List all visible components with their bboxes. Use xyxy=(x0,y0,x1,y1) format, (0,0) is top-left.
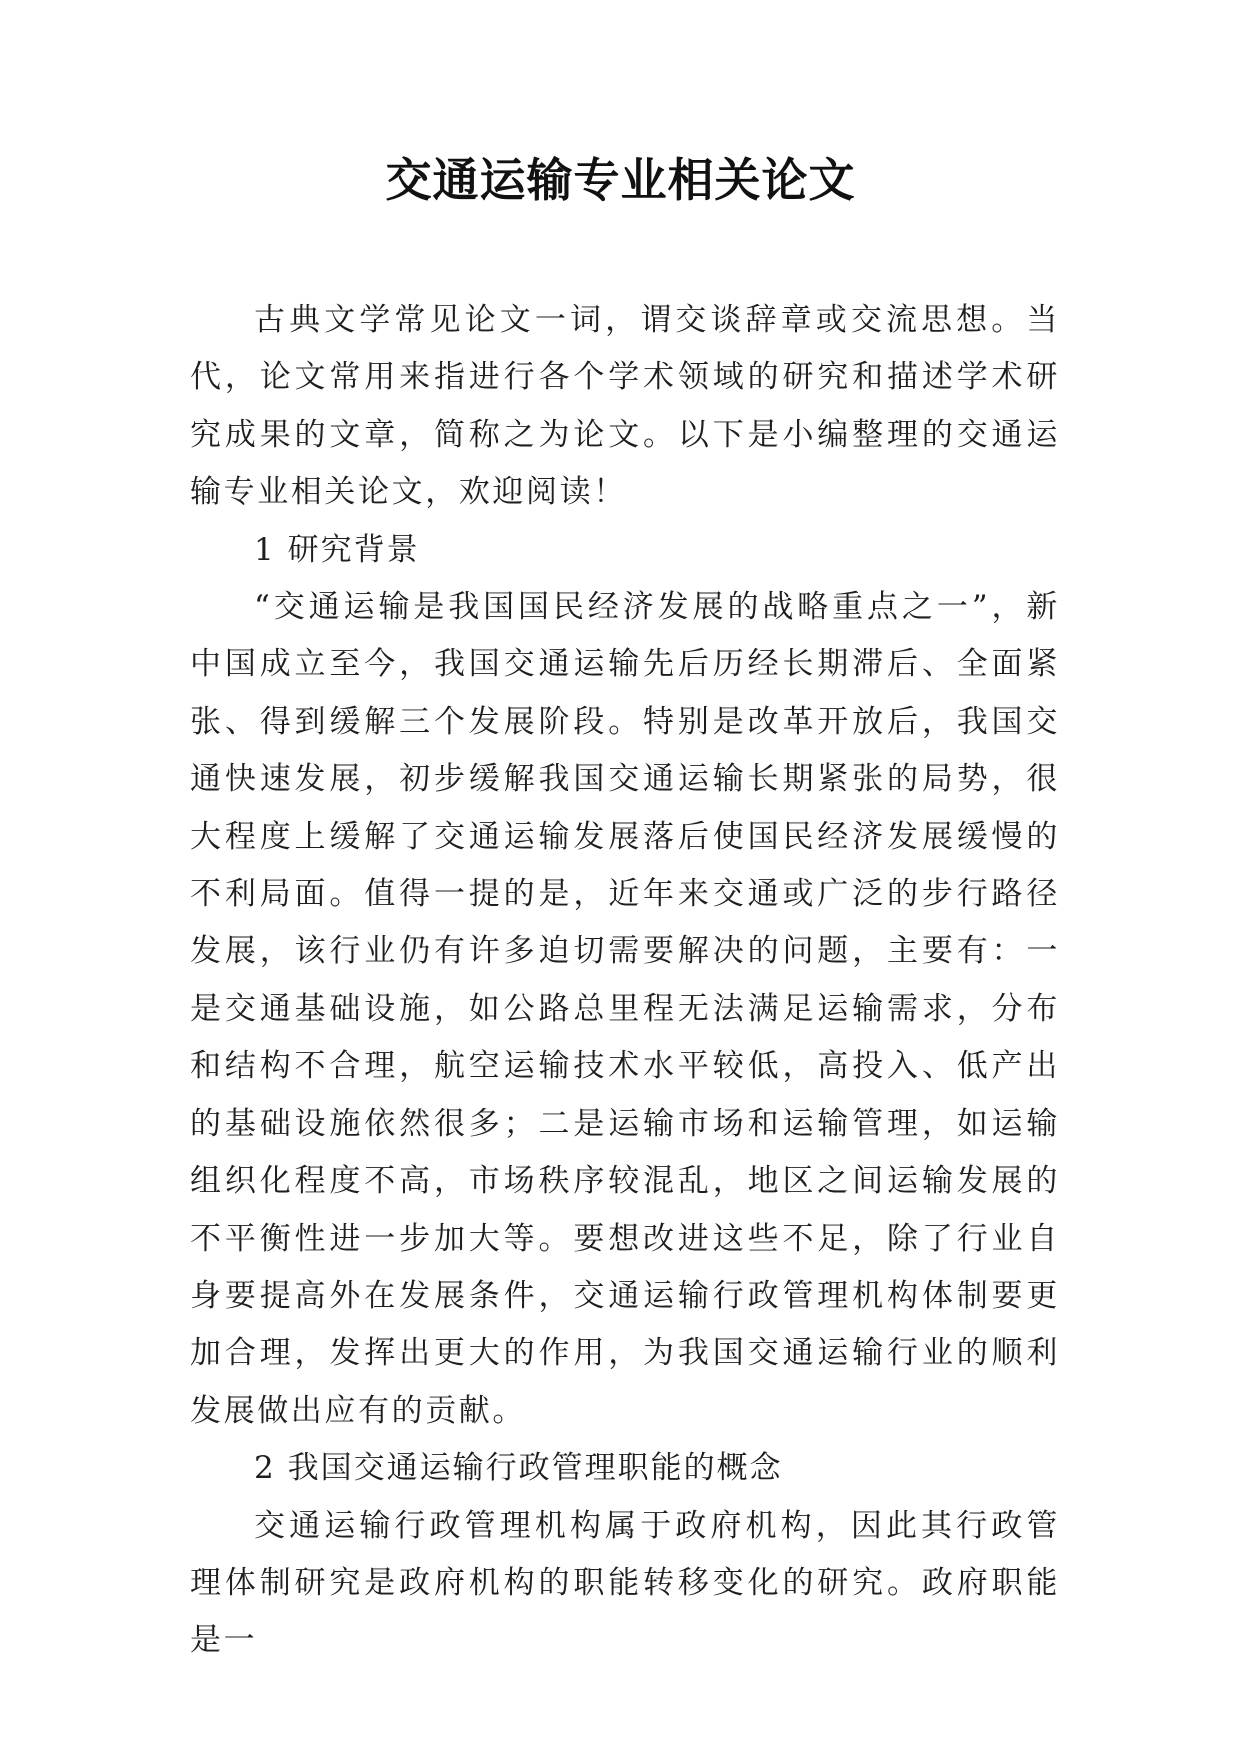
document-title: 交通运输专业相关论文 xyxy=(385,153,856,207)
section-heading-admin-functions: 2 我国交通运输行政管理职能的概念 xyxy=(254,1450,783,1487)
section-heading-research-background: 1 研究背景 xyxy=(254,531,420,568)
background-paragraph: “交通运输是我国国民经济发展的战略重点之一”，新中国成立至今，我国交通运输先后历经长期滞后、全面紧张、得到缓解三个发展阶段。特别是改革开放后，我国交通快速发展，初步缓解我国交通运输长期紧张的局势，很大程度上缓解了交通运输发展落后使国民经济发展缓慢的不利局面。值得一提的是，近年来交通或广泛的步行路径发展，该行业仍有许多迫切需要解决的问题，主要有：一是交通基础设施，如公路总里程无法满足运输需求，分布和结构不合理，航空运输技术水平较低，高投入、低产出的基础设施依然很多；二是运输市场和运输管理，如运输组织化程度不高，市场秩序较混乱，地区之间运输发展的不平衡性进一步加大等。要想改进这些不足，除了行业自身要提高外在发展条件，交通运输行政管理机构体制要更加合理，发挥出更大的作用，为我国交通运输行业的顺利发展做出应有的贡献。 xyxy=(190,589,1060,1429)
intro-paragraph: 古典文学常见论文一词，谓交谈辞章或交流思想。当代，论文常用来指进行各个学术领域的研究和描述学术研究成果的文章，简称之为论文。以下是小编整理的交通运输专业相关论文，欢迎阅读！ xyxy=(190,302,1060,511)
admin-functions-paragraph: 交通运输行政管理机构属于政府机构，因此其行政管理体制研究是政府机构的职能转移变化的研究。政府职能是一 xyxy=(190,1507,1060,1659)
document-body xyxy=(190,292,1060,1670)
